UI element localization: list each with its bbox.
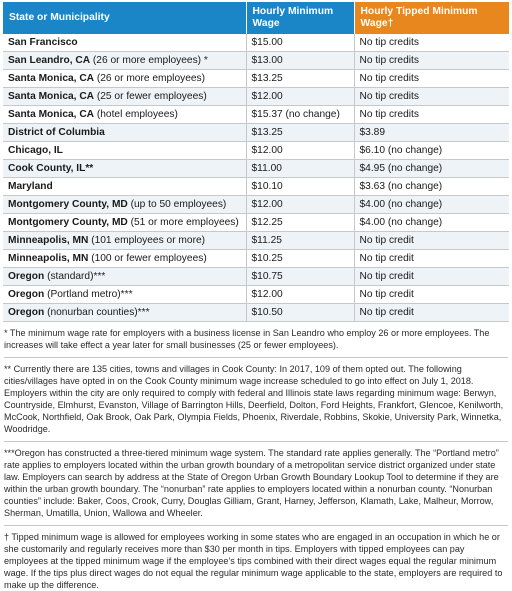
- tipped-wage-cell: No tip credits: [354, 34, 509, 52]
- table-header-row: [3, 2, 509, 34]
- tipped-wage-cell: No tip credits: [354, 106, 509, 124]
- minimum-wage-table: [3, 2, 509, 322]
- header-hourly-tipped-minimum-wage: Hourly Tipped Minimum Wage†: [354, 2, 509, 34]
- header-hourly-minimum-wage: Hourly Minimum Wage: [246, 2, 354, 34]
- state-cell: [3, 304, 246, 322]
- state-name: Cook County, IL**: [8, 163, 94, 174]
- state-cell: [3, 232, 246, 250]
- footnote-double-asterisk: ** Currently there are 135 cities, towns and villages in Cook County: In 2017, 109 of them opted out. The following cities/villages have opted in on the Cook County minimum wage increase scheduled to go into effect on July 1, 2018. Employers within the city are only required to comply with federal and Illinois state laws regarding minimum wage: Berwyn, Countryside, Elmhurst, Evanston, Village of Barrington Hills, Deerfield, Dolton, Ford Heights, Frankfort, Glencoe, Kenilworth, McCook, Northfield, Oak Brook, Oak Park, Olympia Fields, Phoenix, Riverdale, Robbins, Skokie, University Park, Winnetka, Woodridge.: [4, 364, 504, 434]
- state-name: Santa Monica, CA: [8, 109, 95, 120]
- state-qualifier: (100 or fewer employees): [88, 253, 207, 264]
- state-name: Maryland: [8, 181, 53, 192]
- state-name: Minneapolis, MN: [8, 235, 89, 246]
- footnote-single-asterisk: * The minimum wage rate for employers with a business license in San Leandro who employ 26 or more employees. The increases will take effect a year later for small businesses (25 or fewer employees).: [4, 328, 490, 350]
- tipped-wage-cell: $6.10 (no change): [354, 142, 509, 160]
- footnote-triple-asterisk: ***Oregon has constructed a three-tiered minimum wage system. The standard rate applies generally. The “Portland metro” rate applies to employers located within the urban growth boundary of a metropolitan service district organized under state law. Employers can search by address at the State of Oregon Urban Growth Boundary Lookup Tool to determine if they are within the urban growth boundary. The “nonurban” rate applies to employers located within a nonurban county. “Nonurban counties” include: Baker, Coos, Crook, Curry, Douglas Gilliam, Grant, Harney, Jefferson, Klamath, Lake, Malheur, Morrow, Sherman, Umatilla, Union, Wallowa and Wheeler.: [4, 448, 499, 518]
- tipped-wage-cell: No tip credits: [354, 70, 509, 88]
- state-name: District of Columbia: [8, 127, 105, 138]
- table-row: [3, 232, 509, 250]
- state-cell: [3, 250, 246, 268]
- table-row: [3, 142, 509, 160]
- minimum-wage-cell: $10.10: [246, 178, 354, 196]
- state-cell: [3, 178, 246, 196]
- state-qualifier: (26 or more employees): [94, 73, 206, 84]
- minimum-wage-cell: $12.00: [246, 88, 354, 106]
- state-qualifier: (101 employees or more): [88, 235, 206, 246]
- tipped-wage-cell: $3.63 (no change): [354, 178, 509, 196]
- table-row: [3, 250, 509, 268]
- tipped-wage-cell: No tip credits: [354, 88, 509, 106]
- table-row: [3, 286, 509, 304]
- tipped-wage-cell: No tip credit: [354, 286, 509, 304]
- tipped-wage-cell: No tip credit: [354, 304, 509, 322]
- minimum-wage-cell: $15.37 (no change): [246, 106, 354, 124]
- state-qualifier: (51 or more employees): [127, 217, 239, 228]
- state-name: Minneapolis, MN: [8, 253, 89, 264]
- tipped-wage-cell: $4.00 (no change): [354, 196, 509, 214]
- state-name: Oregon: [8, 307, 45, 318]
- state-name: San Francisco: [8, 37, 78, 48]
- minimum-wage-cell: $11.25: [246, 232, 354, 250]
- footnote-dagger: † Tipped minimum wage is allowed for employees working in some states who are engaged in an occupation in which he or she customarily and regularly receives more than $30 per month in tips. Employers with tipped employees can pay employees at the tipped minimum wage if the employee’s tips combined with their direct wages equal the regular minimum wage. If the tips plus direct wages do not equal the regular minimum wage applicable to the state, employers are required to make up the difference.: [4, 532, 503, 590]
- state-qualifier: (up to 50 employees): [127, 199, 227, 210]
- state-cell: [3, 124, 246, 142]
- state-name: Oregon: [8, 271, 45, 282]
- table-row: [3, 52, 509, 70]
- minimum-wage-cell: $10.50: [246, 304, 354, 322]
- state-cell: [3, 88, 246, 106]
- state-qualifier: (Portland metro)***: [44, 289, 133, 300]
- table-row: [3, 124, 509, 142]
- state-qualifier: (25 or fewer employees): [94, 91, 207, 102]
- minimum-wage-cell: $13.25: [246, 124, 354, 142]
- header-state: State or Municipality: [3, 2, 246, 34]
- state-qualifier: (standard)***: [44, 271, 106, 282]
- state-name: San Leandro, CA: [8, 55, 91, 66]
- state-qualifier: (nonurban counties)***: [44, 307, 150, 318]
- state-cell: [3, 268, 246, 286]
- tipped-wage-cell: No tip credit: [354, 232, 509, 250]
- state-cell: [3, 34, 246, 52]
- minimum-wage-cell: $13.25: [246, 70, 354, 88]
- tipped-wage-cell: $4.00 (no change): [354, 214, 509, 232]
- table-row: [3, 268, 509, 286]
- state-qualifier: (26 or more employees) *: [90, 55, 208, 66]
- footnote-divider: [4, 441, 508, 442]
- state-cell: [3, 70, 246, 88]
- table-row: [3, 196, 509, 214]
- table-row: [3, 88, 509, 106]
- state-cell: [3, 106, 246, 124]
- tipped-wage-cell: No tip credits: [354, 52, 509, 70]
- minimum-wage-cell: $10.25: [246, 250, 354, 268]
- state-cell: [3, 214, 246, 232]
- tipped-wage-cell: No tip credit: [354, 250, 509, 268]
- table-row: [3, 160, 509, 178]
- state-name: Chicago, IL: [8, 145, 63, 156]
- minimum-wage-cell: $12.00: [246, 142, 354, 160]
- state-cell: [3, 142, 246, 160]
- table-row: [3, 178, 509, 196]
- tipped-wage-cell: $4.95 (no change): [354, 160, 509, 178]
- minimum-wage-cell: $12.25: [246, 214, 354, 232]
- minimum-wage-cell: $11.00: [246, 160, 354, 178]
- state-name: Santa Monica, CA: [8, 91, 95, 102]
- footnotes: [3, 322, 509, 591]
- minimum-wage-cell: $15.00: [246, 34, 354, 52]
- state-cell: [3, 52, 246, 70]
- minimum-wage-cell: $13.00: [246, 52, 354, 70]
- state-cell: [3, 286, 246, 304]
- state-name: Montgomery County, MD: [8, 199, 128, 210]
- state-name: Santa Monica, CA: [8, 73, 95, 84]
- table-row: [3, 214, 509, 232]
- state-cell: [3, 196, 246, 214]
- minimum-wage-cell: $12.00: [246, 196, 354, 214]
- footnote-divider: [4, 357, 508, 358]
- table-row: [3, 304, 509, 322]
- minimum-wage-document: [3, 2, 509, 591]
- minimum-wage-cell: $12.00: [246, 286, 354, 304]
- state-cell: [3, 160, 246, 178]
- state-name: Oregon: [8, 289, 45, 300]
- table-row: [3, 106, 509, 124]
- state-name: Montgomery County, MD: [8, 217, 128, 228]
- table-row: [3, 70, 509, 88]
- table-row: [3, 34, 509, 52]
- footnote-divider: [4, 525, 508, 526]
- minimum-wage-cell: $10.75: [246, 268, 354, 286]
- state-qualifier: (hotel employees): [94, 109, 178, 120]
- tipped-wage-cell: $3.89: [354, 124, 509, 142]
- tipped-wage-cell: No tip credit: [354, 268, 509, 286]
